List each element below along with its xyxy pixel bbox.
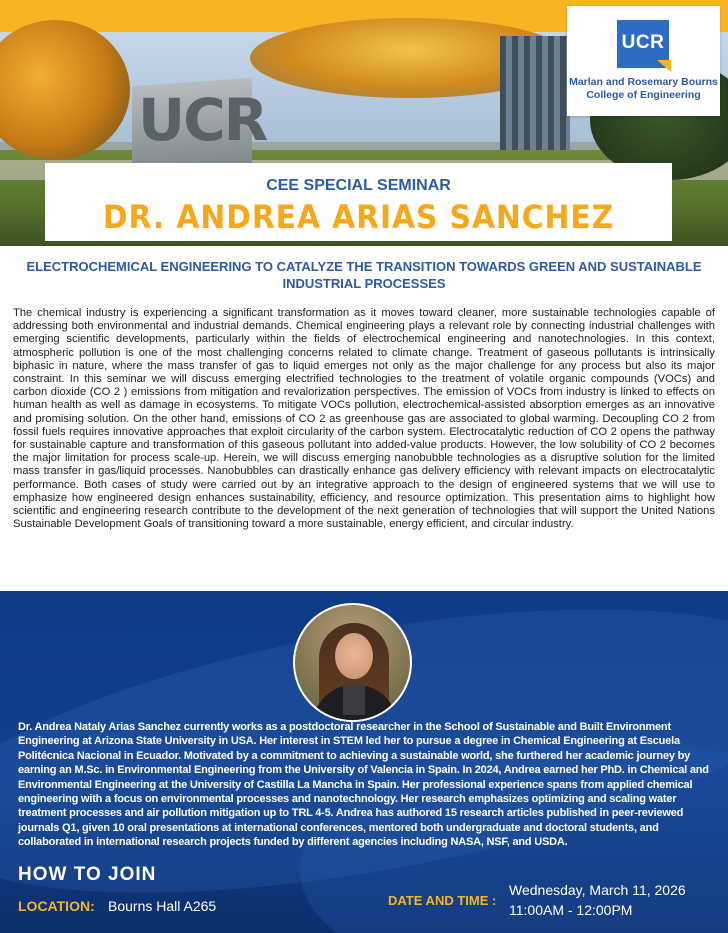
location-value: Bourns Hall A265 — [108, 898, 217, 914]
ucr-logo-mark — [617, 20, 669, 68]
portrait-shirt — [343, 685, 365, 715]
seminar-label: CEE SPECIAL SEMINAR — [266, 177, 451, 194]
portrait-face — [335, 633, 373, 679]
ucr-logo-text: UCR — [621, 32, 665, 53]
datetime-label: DATE AND TIME : — [388, 893, 497, 908]
college-name — [567, 76, 720, 102]
college-name-line1: Marlan and Rosemary Bourns — [569, 76, 718, 88]
speaker-bio: Dr. Andrea Nataly Arias Sanchez currently works as a postdoctoral researcher in the School of Sustainable and Built Environment Engineering at Arizona State University in USA. Her interest in STEM led her to pursue a degree in Chemical Engineering at Escuela Politécnica Nacional in Ecuador. Motivated by a commitment to achieving a sustainable world, she furthered her academic journey by earning an M.Sc. in Environmental Engineering from the University of Valencia in Spain. In 2024, Andrea earned her PhD. in Chemical and Environmental Engineering at the University of Castilla La Mancha in Spain. Her professional experience spans from applied chemical engineering with a focus on environmental processes and nanotechnology. Her research emphasizes optimizing and scaling water treatment processes and air pollution mitigation up to TRL 4-5. Andrea has authored 15 research articles published in peer-reviewed journals Q1, given 10 oral presentations at international conferences, mentored both undergraduate and doctoral students, and collaborated in international research projects funded by different agencies including NASA, NSF, and USDA. — [18, 721, 709, 849]
talk-title: ELECTROCHEMICAL ENGINEERING TO CATALYZE THE TRANSITION TOWARDS GREEN AND SUSTAINABLE INDUSTRIAL PROCESSES — [26, 259, 702, 291]
how-to-join-heading: HOW TO JOIN — [18, 864, 157, 885]
title-panel — [45, 163, 672, 241]
college-name-line2: College of Engineering — [586, 89, 701, 101]
talk-abstract: The chemical industry is experiencing a significant transformation as it moves toward cleaner, more sustainable technologies capable of addressing both environmental and industrial demands. Chemical engineering plays a relevant role by connecting industrial challenges with emerging scientific developments, particularly within the fields of electrochemical engineering and nanotechnologies. In this context, atmospheric pollution is one of the most challenging concerns related to climate change. Treatment of gaseous pollutants is intrinsically biphasic in nature, where the mass transfer of gas to liquid emerges not only as the major challenge for any process but also its major constraint. In this seminar we will discuss emerging electrified technologies to the treatment of volatile organic compounds (VOCs) and carbon dioxide (CO 2 ) emissions from mitigation and revalorization perspectives. The emission of VOCs from industry is linked to effects on human health as well as damage in ecosystems. To mitigate VOCs pollution, electrochemical-assisted absorption emerges as an innovative and promising solution. On the other hand, emissions of CO 2 as greenhouse gas are associated to global warming. Decoupling CO 2 from fossil fuels requires innovative approaches that exploit circularity of the carbon system. Electrocatalytic reduction of CO 2 opens the pathway for sustainable capture and transformation of this gaseous pollutant into added-value products. However, the low solubility of CO 2 becomes the major limitation for process scale-up. Herein, we will discuss emerging nanobubble technologies as a disruptive solution for the limited mass transfer in gas/liquid processes. Nanobubbles can drastically enhance gas delivery efficiency with relevant impacts on electrocatalytic performance. Both cases of study were carried out by an integrative approach to the design of engineered systems that we will use to emphasize how engineered design enhances sustainability, efficiency, and resource optimization. This presentation aims to highlight how scientific and engineering research contribute to the development of the next generation of technologies that will support the United Nations Sustainable Development Goals of transitioning toward a more sustainable, energy efficient, and circular industry. — [13, 307, 715, 531]
campus-building — [500, 36, 570, 166]
location-label: LOCATION: — [18, 898, 95, 914]
college-logo — [567, 6, 720, 116]
date-value: Wednesday, March 11, 2026 — [509, 882, 686, 898]
speaker-portrait — [293, 603, 412, 722]
ucr-sign-text: UCR — [138, 86, 267, 154]
time-value: 11:00AM - 12:00PM — [509, 902, 633, 918]
logo-accent-icon — [657, 60, 671, 72]
speaker-name: DR. ANDREA ARIAS SANCHEZ — [102, 198, 615, 236]
